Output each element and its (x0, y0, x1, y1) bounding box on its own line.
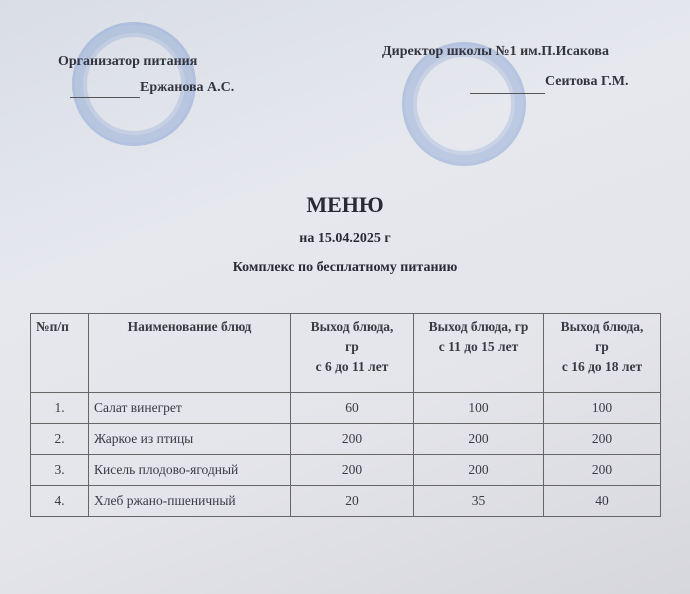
director-name: Сеитова Г.М. (545, 74, 629, 89)
portion-16-18: 200 (544, 424, 661, 455)
table-row (31, 424, 661, 455)
portion-16-18: 200 (544, 455, 661, 486)
row-num: 4. (31, 486, 89, 517)
organizer-signature-line (70, 97, 140, 98)
row-num: 1. (31, 393, 89, 424)
header-label: Выход блюда, гр (428, 319, 529, 334)
header-label: Выход блюда, гр (560, 319, 644, 354)
table-row (31, 455, 661, 486)
header-age: с 11 до 15 лет (438, 339, 519, 354)
organizer-title: Организатор питания (58, 54, 198, 69)
header-age-6-11 (291, 314, 414, 393)
portion-11-15: 100 (414, 393, 544, 424)
portion-16-18: 40 (544, 486, 661, 517)
row-num: 3. (31, 455, 89, 486)
dish-name: Кисель плодово-ягодный (89, 455, 291, 486)
header-name: Наименование блюд (89, 314, 291, 393)
header-age: с 6 до 11 лет (315, 359, 389, 374)
director-signature-line (470, 93, 545, 94)
table-row (31, 393, 661, 424)
table-header-row (31, 314, 661, 393)
portion-6-11: 200 (291, 424, 414, 455)
stamp-right (402, 42, 526, 166)
table-row (31, 486, 661, 517)
portion-11-15: 200 (414, 424, 544, 455)
header-age-11-15 (414, 314, 544, 393)
portion-6-11: 200 (291, 455, 414, 486)
portion-16-18: 100 (544, 393, 661, 424)
dish-name: Салат винегрет (89, 393, 291, 424)
page-title: МЕНЮ (306, 192, 384, 217)
portion-6-11: 60 (291, 393, 414, 424)
director-title: Директор школы №1 им.П.Исакова (382, 44, 609, 59)
menu-subtitle: Комплекс по бесплатному питанию (232, 260, 458, 275)
portion-6-11: 20 (291, 486, 414, 517)
header-num: №п/п (31, 314, 89, 393)
portion-11-15: 35 (414, 486, 544, 517)
menu-date: на 15.04.2025 г (299, 231, 391, 246)
row-num: 2. (31, 424, 89, 455)
header-age: с 16 до 18 лет (561, 359, 643, 374)
header-age-16-18 (544, 314, 661, 393)
dish-name: Хлеб ржано-пшеничный (89, 486, 291, 517)
header-label: Выход блюда, гр (310, 319, 394, 354)
organizer-name: Ержанова А.С. (140, 80, 235, 95)
dish-name: Жаркое из птицы (89, 424, 291, 455)
menu-table (30, 313, 661, 517)
portion-11-15: 200 (414, 455, 544, 486)
